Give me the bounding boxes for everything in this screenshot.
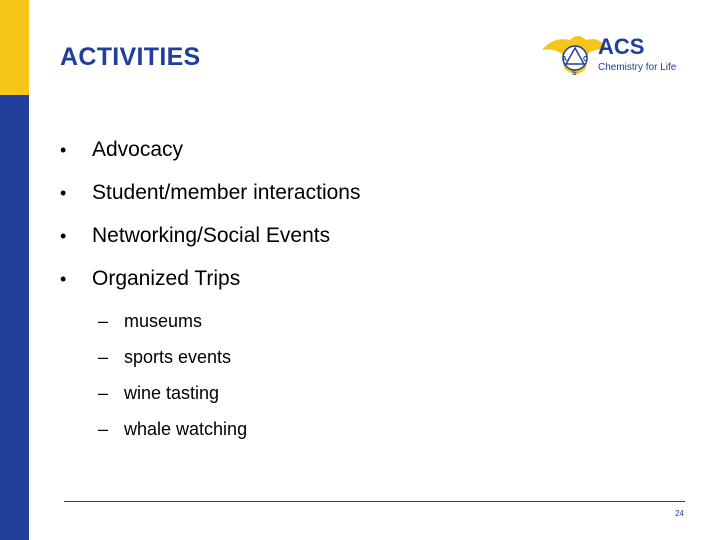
- left-accent-yellow: [0, 0, 29, 95]
- sub-bullet-list: [98, 311, 247, 455]
- sub-bullet-dash: –: [98, 311, 109, 331]
- seal-letter-s: S: [572, 70, 577, 77]
- sub-bullet-dash: –: [98, 383, 109, 403]
- bullet-item: [60, 267, 360, 310]
- page-number: 24: [675, 509, 684, 518]
- sub-bullet-text: sports events: [124, 347, 232, 367]
- bullet-dot: •: [60, 269, 67, 289]
- bullet-text: Organized Trips: [92, 267, 241, 290]
- bullet-text: Student/member interactions: [92, 181, 361, 204]
- bullet-dot: •: [60, 226, 67, 246]
- bullet-item: [60, 138, 360, 181]
- bullet-item: [60, 224, 360, 267]
- bullet-list: [60, 138, 360, 310]
- sub-bullet-item: [98, 311, 247, 347]
- seal-letter-c: C: [583, 56, 589, 63]
- sub-bullet-dash: –: [98, 347, 109, 367]
- bullet-dot: •: [60, 183, 67, 203]
- sub-bullet-dash: –: [98, 419, 109, 439]
- logo-tagline: Chemistry for Life: [598, 62, 677, 73]
- slide-title: ACTIVITIES: [60, 43, 201, 71]
- acs-logo: [540, 28, 690, 84]
- seal-letter-a: A: [562, 56, 568, 63]
- footer-divider: [64, 501, 685, 502]
- sub-bullet-item: [98, 383, 247, 419]
- sub-bullet-item: [98, 419, 247, 455]
- bullet-text: Advocacy: [92, 138, 184, 161]
- logo-acronym: ACS: [598, 34, 645, 59]
- sub-bullet-item: [98, 347, 247, 383]
- bullet-item: [60, 181, 360, 224]
- sub-bullet-text: museums: [124, 311, 203, 331]
- sub-bullet-text: whale watching: [124, 419, 248, 439]
- bullet-dot: •: [60, 140, 67, 160]
- bullet-text: Networking/Social Events: [92, 224, 331, 247]
- left-accent-blue: [0, 95, 29, 540]
- sub-bullet-text: wine tasting: [124, 383, 220, 403]
